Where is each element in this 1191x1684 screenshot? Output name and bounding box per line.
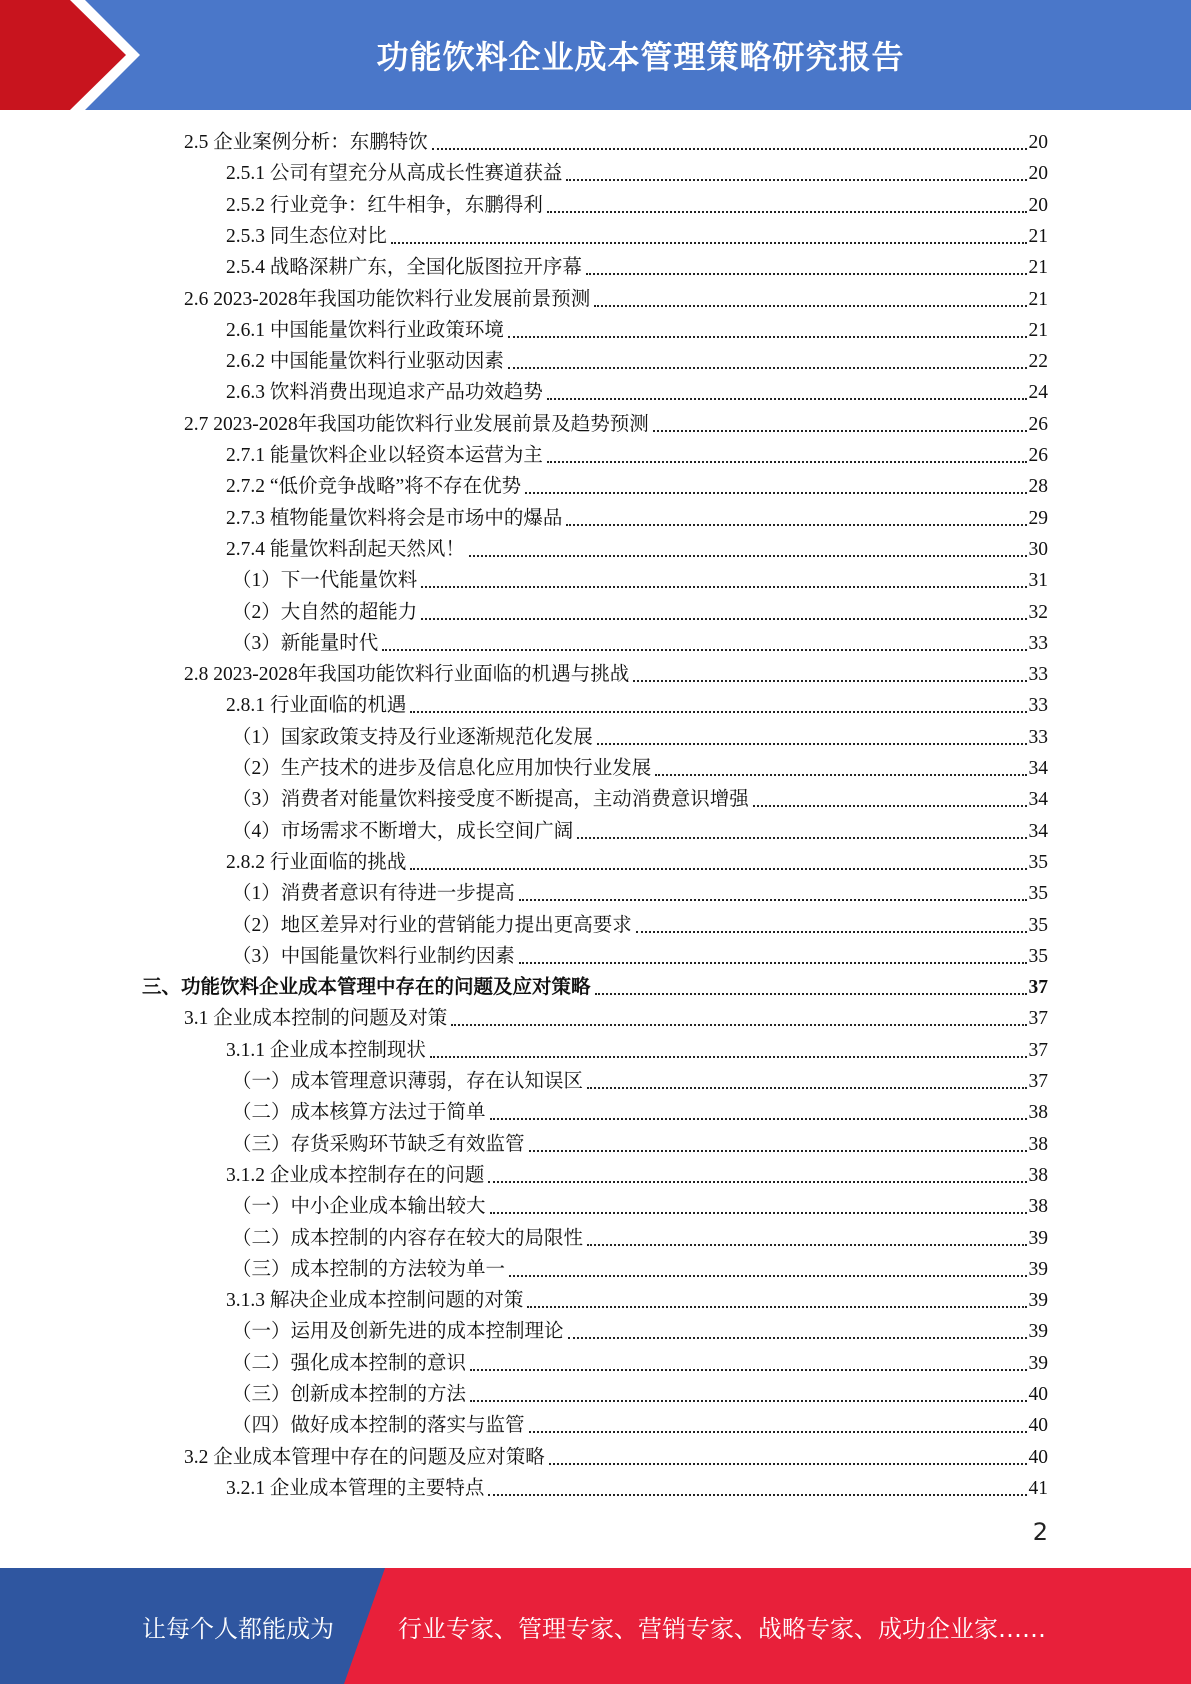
toc-entry-label: 3.2 企业成本管理中存在的问题及应对策略	[184, 1446, 545, 1468]
toc-entry-label: （2）大自然的超能力	[232, 601, 418, 623]
toc-entry[interactable]	[232, 1348, 1048, 1379]
toc-dot-leader	[566, 524, 1026, 526]
toc-entry-label: （三）存货采购环节缺乏有效监管	[232, 1133, 525, 1155]
toc-entry[interactable]	[232, 753, 1048, 784]
toc-entry-page: 24	[1028, 382, 1048, 404]
toc-entry[interactable]	[226, 1473, 1048, 1504]
footer-slogan-right: 行业专家、管理专家、营销专家、战略专家、成功企业家……	[398, 1614, 1046, 1643]
toc-dot-leader	[529, 1150, 1027, 1152]
toc-entry-page: 34	[1028, 789, 1048, 811]
toc-entry[interactable]	[226, 158, 1048, 189]
toc-entry-label: （1）下一代能量饮料	[232, 570, 418, 592]
toc-entry[interactable]	[232, 941, 1048, 972]
toc-entry-page: 21	[1028, 319, 1048, 341]
toc-entry-label: 3.1.3 解决企业成本控制问题的对策	[226, 1290, 524, 1312]
toc-entry[interactable]	[232, 1379, 1048, 1410]
toc-dot-leader	[488, 1181, 1026, 1183]
toc-dot-leader	[587, 1087, 1026, 1089]
toc-entry-page: 35	[1028, 914, 1048, 936]
toc-entry-page: 28	[1028, 476, 1048, 498]
toc-entry[interactable]	[232, 1129, 1048, 1160]
toc-entry[interactable]	[226, 847, 1048, 878]
toc-entry-page: 37	[1028, 1008, 1048, 1030]
toc-dot-leader	[595, 993, 1027, 995]
toc-dot-leader	[547, 461, 1027, 463]
toc-dot-leader	[586, 273, 1027, 275]
toc-dot-leader	[391, 242, 1027, 244]
toc-entry-page: 34	[1028, 820, 1048, 842]
toc-dot-leader	[655, 774, 1026, 776]
toc-entry-label: 2.7.4 能量饮料刮起天然风！	[226, 538, 465, 560]
toc-entry-page: 21	[1028, 257, 1048, 279]
toc-entry[interactable]	[232, 1223, 1048, 1254]
toc-entry-label: 2.5.3 同生态位对比	[226, 225, 387, 247]
toc-dot-leader	[525, 492, 1026, 494]
toc-dot-leader	[753, 805, 1027, 807]
toc-entry-page: 21	[1028, 225, 1048, 247]
report-title: 功能饮料企业成本管理策略研究报告	[376, 38, 905, 76]
toc-dot-leader	[451, 1024, 1026, 1026]
toc-entry-label: （二）成本控制的内容存在较大的局限性	[232, 1227, 584, 1249]
toc-entry-page: 39	[1028, 1352, 1048, 1374]
toc-entry-page: 33	[1028, 632, 1048, 654]
toc-entry-page: 29	[1028, 507, 1048, 529]
header-arrow-decoration	[0, 0, 150, 110]
toc-dot-leader	[577, 837, 1026, 839]
toc-entry-label: 2.7.1 能量饮料企业以轻资本运营为主	[226, 445, 543, 466]
toc-entry-page: 40	[1028, 1446, 1048, 1468]
toc-entry-label: 2.8.1 行业面临的机遇	[226, 695, 407, 717]
toc-dot-leader	[587, 1244, 1026, 1246]
toc-entry-label: 3.1.2 企业成本控制存在的问题	[226, 1164, 485, 1186]
toc-entry[interactable]	[226, 315, 1048, 346]
toc-entry[interactable]	[226, 503, 1048, 534]
toc-dot-leader	[488, 1494, 1026, 1496]
toc-entry[interactable]	[232, 1410, 1048, 1441]
toc-dot-leader	[421, 586, 1026, 588]
footer-slogan-left: 让每个人都能成为	[142, 1614, 334, 1643]
toc-entry-page: 20	[1028, 132, 1048, 153]
toc-entry-label: 3.1.1 企业成本控制现状	[226, 1039, 426, 1061]
toc-entry[interactable]	[232, 1316, 1048, 1347]
toc-entry-label: （三）成本控制的方法较为单一	[232, 1258, 506, 1280]
toc-entry[interactable]	[232, 910, 1048, 941]
toc-entry-label: 2.7.2 “低价竞争战略”将不存在优势	[226, 476, 522, 498]
toc-entry-page: 40	[1028, 1384, 1048, 1405]
toc-entry-label: 2.8.2 行业面临的挑战	[226, 851, 407, 873]
toc-entry[interactable]	[232, 565, 1048, 596]
toc-entry-page: 20	[1028, 163, 1048, 185]
toc-entry[interactable]	[226, 346, 1048, 377]
toc-entry[interactable]	[232, 784, 1048, 815]
toc-dot-leader	[636, 931, 1027, 933]
toc-entry-label: 2.5.1 公司有望充分从高成长性赛道获益	[226, 163, 563, 185]
toc-entry[interactable]	[184, 1003, 1048, 1034]
toc-entry-page: 37	[1028, 977, 1048, 999]
toc-entry[interactable]	[232, 1097, 1048, 1128]
toc-entry-page: 32	[1028, 601, 1048, 623]
toc-entry-label: （3）消费者对能量饮料接受度不断提高，主动消费意识增强	[232, 789, 749, 811]
toc-entry-label: （1）国家政策支持及行业逐渐规范化发展	[232, 726, 593, 748]
toc-dot-leader	[529, 1431, 1027, 1433]
toc-entry-page: 21	[1028, 288, 1048, 310]
toc-entry-label: 2.5 企业案例分析：东鹏特饮	[184, 132, 428, 153]
toc-entry-label: （2）地区差异对行业的营销能力提出更高要求	[232, 914, 632, 936]
toc-entry-page: 26	[1028, 413, 1048, 435]
toc-entry[interactable]	[184, 284, 1048, 315]
toc-dot-leader	[594, 305, 1026, 307]
toc-dot-leader	[421, 618, 1026, 620]
toc-dot-leader	[519, 899, 1027, 901]
toc-dot-leader	[490, 1118, 1027, 1120]
toc-entry[interactable]	[232, 628, 1048, 659]
toc-entry-page: 33	[1028, 664, 1048, 686]
toc-entry-page: 34	[1028, 758, 1048, 779]
toc-entry-page: 39	[1028, 1290, 1048, 1312]
toc-dot-leader	[527, 1306, 1026, 1308]
toc-entry-label: 2.7 2023-2028年我国功能饮料行业发展前景及趋势预测	[184, 413, 649, 435]
toc-dot-leader	[653, 430, 1027, 432]
toc-dot-leader	[568, 1337, 1027, 1339]
toc-entry[interactable]	[184, 659, 1048, 690]
toc-entry-label: （1）消费者意识有待进一步提高	[232, 883, 515, 905]
toc-entry-label: 2.6.1 中国能量饮料行业政策环境	[226, 319, 504, 341]
toc-entry-page: 41	[1028, 1477, 1048, 1499]
toc-entry-label: 三、功能饮料企业成本管理中存在的问题及应对策略	[142, 977, 591, 999]
toc-entry-label: 2.6 2023-2028年我国功能饮料行业发展前景预测	[184, 288, 591, 310]
toc-dot-leader	[490, 1212, 1027, 1214]
toc-dot-leader	[519, 962, 1027, 964]
toc-entry-page: 39	[1028, 1258, 1048, 1280]
toc-entry-label: （3）新能量时代	[232, 632, 379, 654]
toc-entry-label: （二）强化成本控制的意识	[232, 1352, 467, 1374]
toc-entry-label: 2.8 2023-2028年我国功能饮料行业面临的机遇与挑战	[184, 664, 630, 686]
toc-entry[interactable]	[226, 190, 1048, 221]
toc-entry[interactable]	[232, 1191, 1048, 1222]
toc-dot-leader	[566, 179, 1026, 181]
toc-entry[interactable]	[232, 878, 1048, 909]
toc-entry[interactable]	[226, 690, 1048, 721]
toc-entry-page: 38	[1028, 1133, 1048, 1155]
toc-dot-leader	[430, 1056, 1027, 1058]
toc-entry-label: 3.2.1 企业成本管理的主要特点	[226, 1477, 485, 1499]
toc-entry-label: 2.7.3 植物能量饮料将会是市场中的爆品	[226, 507, 563, 529]
toc-entry-page: 37	[1028, 1039, 1048, 1061]
toc-entry[interactable]	[142, 972, 1048, 1003]
toc-entry-page: 38	[1028, 1102, 1048, 1124]
toc-entry-page: 39	[1028, 1227, 1048, 1249]
toc-entry[interactable]	[226, 471, 1048, 502]
toc-entry-page: 40	[1028, 1415, 1048, 1437]
toc-entry-label: （三）创新成本控制的方法	[232, 1384, 467, 1405]
toc-entry[interactable]	[232, 722, 1048, 753]
footer-banner	[0, 1568, 1191, 1684]
toc-entry-page: 20	[1028, 194, 1048, 216]
toc-entry[interactable]	[226, 252, 1048, 283]
toc-dot-leader	[470, 1369, 1026, 1371]
toc-entry-page: 35	[1028, 883, 1048, 905]
toc-entry-label: （4）市场需求不断增大，成长空间广阔	[232, 820, 574, 842]
header-banner	[0, 0, 1191, 110]
toc-dot-leader	[633, 680, 1026, 682]
toc-entry[interactable]	[226, 440, 1048, 471]
toc-entry-label: 2.6.3 饮料消费出现追求产品功效趋势	[226, 382, 543, 404]
toc-entry[interactable]	[226, 221, 1048, 252]
toc-entry[interactable]	[184, 1442, 1048, 1473]
toc-dot-leader	[509, 1275, 1026, 1277]
toc-entry-label: （一）运用及创新先进的成本控制理论	[232, 1321, 564, 1343]
toc-entry-label: （二）成本核算方法过于简单	[232, 1102, 486, 1124]
toc-entry-label: 3.1 企业成本控制的问题及对策	[184, 1008, 448, 1030]
toc-dot-leader	[508, 367, 1027, 369]
toc-entry-label: 2.6.2 中国能量饮料行业驱动因素	[226, 351, 504, 373]
toc-entry[interactable]	[226, 377, 1048, 408]
toc-entry[interactable]	[226, 1035, 1048, 1066]
page-number: 2	[1032, 1518, 1048, 1546]
toc-entry-page: 31	[1028, 570, 1048, 592]
toc-entry-label: （四）做好成本控制的落实与监管	[232, 1415, 525, 1437]
toc-entry[interactable]	[226, 1285, 1048, 1316]
toc-entry-label: （2）生产技术的进步及信息化应用加快行业发展	[232, 758, 652, 779]
toc-entry-page: 35	[1028, 945, 1048, 967]
toc-entry-page: 22	[1028, 351, 1048, 373]
toc-dot-leader	[432, 148, 1027, 150]
toc-entry[interactable]	[232, 1066, 1048, 1097]
toc-dot-leader	[547, 211, 1027, 213]
toc-dot-leader	[470, 1400, 1026, 1402]
toc-dot-leader	[410, 711, 1026, 713]
toc-entry[interactable]	[226, 1160, 1048, 1191]
toc-entry-page: 33	[1028, 726, 1048, 748]
toc-dot-leader	[547, 398, 1027, 400]
toc-entry-page: 26	[1028, 445, 1048, 466]
toc-entry[interactable]	[184, 127, 1048, 158]
toc-entry-label: 2.5.2 行业竞争：红牛相争，东鹏得利	[226, 194, 543, 216]
toc-entry-page: 30	[1028, 538, 1048, 560]
toc-entry[interactable]	[226, 534, 1048, 565]
toc-dot-leader	[549, 1463, 1027, 1465]
toc-entry-label: （一）成本管理意识薄弱，存在认知误区	[232, 1071, 584, 1092]
toc-dot-leader	[508, 336, 1027, 338]
toc-entry-page: 38	[1028, 1164, 1048, 1186]
toc-entry-page: 35	[1028, 851, 1048, 873]
toc-dot-leader	[469, 555, 1027, 557]
toc-entry-page: 33	[1028, 695, 1048, 717]
toc-entry[interactable]	[232, 1254, 1048, 1285]
toc-entry[interactable]	[184, 409, 1048, 440]
toc-dot-leader	[597, 743, 1027, 745]
toc-entry-page: 38	[1028, 1196, 1048, 1218]
toc-entry-page: 39	[1028, 1321, 1048, 1343]
toc-entry-label: （3）中国能量饮料行业制约因素	[232, 945, 515, 967]
toc-entry-label: 2.5.4 战略深耕广东，全国化版图拉开序幕	[226, 257, 582, 279]
toc-entry-label: （一）中小企业成本输出较大	[232, 1196, 486, 1218]
toc-entry[interactable]	[232, 597, 1048, 628]
toc-dot-leader	[410, 868, 1026, 870]
toc-dot-leader	[382, 649, 1026, 651]
toc-entry[interactable]	[232, 816, 1048, 847]
report-title-bar	[150, 0, 1191, 110]
toc-entry-page: 37	[1028, 1071, 1048, 1092]
